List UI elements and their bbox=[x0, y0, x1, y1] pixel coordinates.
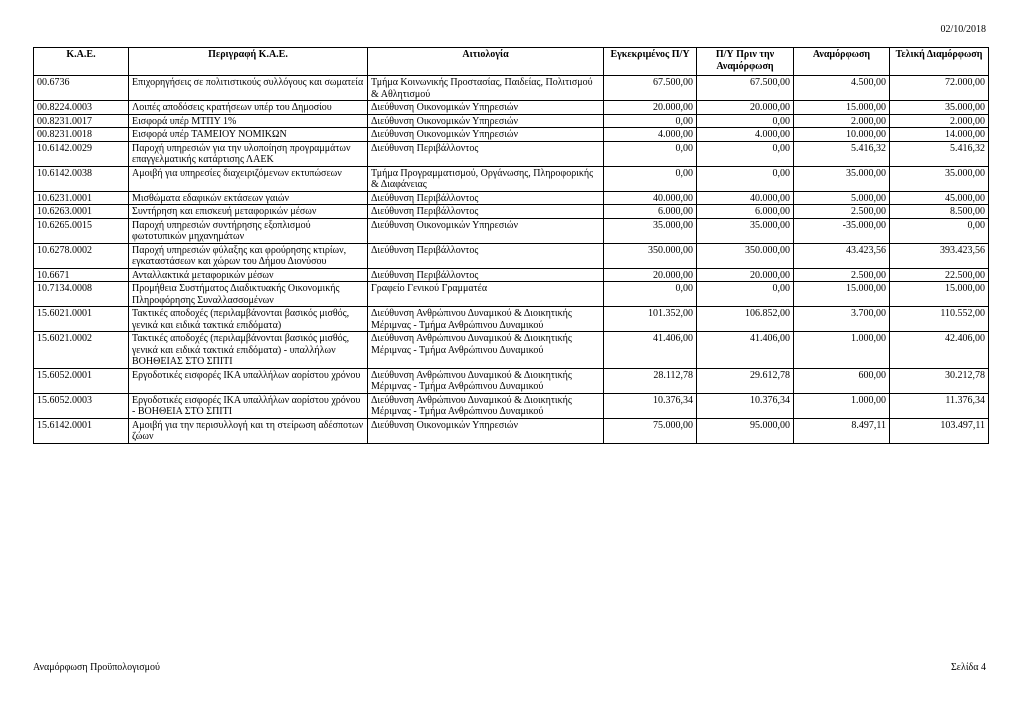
budget-before-cell: 0,00 bbox=[697, 114, 794, 128]
description-cell: Παροχή υπηρεσιών συντήρησης εξοπλισμού φωτοτυπικών μηχανημάτων bbox=[129, 218, 368, 243]
document-date: 02/10/2018 bbox=[940, 24, 986, 35]
justification-cell: Διεύθυνση Περιβάλλοντος bbox=[368, 191, 604, 205]
amendment-cell: 15.000,00 bbox=[794, 282, 890, 307]
approved-budget-cell: 20.000,00 bbox=[604, 268, 697, 282]
justification-cell: Διεύθυνση Ανθρώπινου Δυναμικού & Διοικητικής Μέριμνας - Τμήμα Ανθρώπινου Δυναμικού bbox=[368, 368, 604, 393]
amendment-cell: 2.000,00 bbox=[794, 114, 890, 128]
table-row bbox=[34, 332, 989, 369]
table-row bbox=[34, 282, 989, 307]
justification-cell: Διεύθυνση Οικονομικών Υπηρεσιών bbox=[368, 128, 604, 142]
amendment-cell: 5.416,32 bbox=[794, 141, 890, 166]
page-number: Σελίδα 4 bbox=[950, 662, 986, 673]
kae-code-cell: 10.6263.0001 bbox=[34, 205, 129, 219]
amendment-cell: 3.700,00 bbox=[794, 307, 890, 332]
table-body bbox=[34, 76, 989, 444]
approved-budget-cell: 67.500,00 bbox=[604, 76, 697, 101]
budget-before-cell: 10.376,34 bbox=[697, 393, 794, 418]
approved-budget-cell: 0,00 bbox=[604, 282, 697, 307]
description-cell: Αμοιβή για την περισυλλογή και τη στείρωση αδέσποτων ζώων bbox=[129, 418, 368, 443]
kae-code-cell: 15.6052.0003 bbox=[34, 393, 129, 418]
description-cell: Επιχορηγήσεις σε πολιτιστικούς συλλόγους και σωματεία bbox=[129, 76, 368, 101]
final-budget-cell: 2.000,00 bbox=[890, 114, 989, 128]
final-budget-cell: 103.497,11 bbox=[890, 418, 989, 443]
budget-before-cell: 350.000,00 bbox=[697, 243, 794, 268]
table-row bbox=[34, 141, 989, 166]
kae-code-cell: 10.6278.0002 bbox=[34, 243, 129, 268]
final-budget-cell: 42.406,00 bbox=[890, 332, 989, 369]
description-cell: Παροχή υπηρεσιών φύλαξης και φρούρησης κτιρίων, εγκαταστάσεων και χώρων του Δήμου Διονύσου bbox=[129, 243, 368, 268]
kae-code-cell: 15.6142.0001 bbox=[34, 418, 129, 443]
table-header-row bbox=[34, 48, 989, 76]
approved-budget-cell: 4.000,00 bbox=[604, 128, 697, 142]
final-budget-cell: 15.000,00 bbox=[890, 282, 989, 307]
budget-before-cell: 95.000,00 bbox=[697, 418, 794, 443]
final-budget-cell: 72.000,00 bbox=[890, 76, 989, 101]
approved-budget-cell: 75.000,00 bbox=[604, 418, 697, 443]
justification-cell: Διεύθυνση Οικονομικών Υπηρεσιών bbox=[368, 114, 604, 128]
budget-before-cell: 0,00 bbox=[697, 141, 794, 166]
amendment-cell: 8.497,11 bbox=[794, 418, 890, 443]
kae-code-cell: 10.6265.0015 bbox=[34, 218, 129, 243]
table-row bbox=[34, 268, 989, 282]
description-cell: Εργοδοτικές εισφορές ΙΚΑ υπαλλήλων αορίστου χρόνου - ΒΟΗΘΕΙΑ ΣΤΟ ΣΠΙΤΙ bbox=[129, 393, 368, 418]
approved-budget-cell: 350.000,00 bbox=[604, 243, 697, 268]
kae-code-cell: 10.6142.0038 bbox=[34, 166, 129, 191]
description-cell: Ανταλλακτικά μεταφορικών μέσων bbox=[129, 268, 368, 282]
justification-cell: Διεύθυνση Οικονομικών Υπηρεσιών bbox=[368, 101, 604, 115]
budget-before-cell: 35.000,00 bbox=[697, 218, 794, 243]
amendment-cell: 1.000,00 bbox=[794, 332, 890, 369]
amendment-cell: 5.000,00 bbox=[794, 191, 890, 205]
budget-before-cell: 4.000,00 bbox=[697, 128, 794, 142]
budget-before-cell: 67.500,00 bbox=[697, 76, 794, 101]
description-cell: Προμήθεια Συστήματος Διαδικτυακής Οικονομικής Πληροφόρησης Συναλλασσομένων bbox=[129, 282, 368, 307]
final-budget-cell: 110.552,00 bbox=[890, 307, 989, 332]
description-cell: Συντήρηση και επισκευή μεταφορικών μέσων bbox=[129, 205, 368, 219]
final-budget-cell: 30.212,78 bbox=[890, 368, 989, 393]
justification-cell: Γραφείο Γενικού Γραμματέα bbox=[368, 282, 604, 307]
budget-before-cell: 20.000,00 bbox=[697, 268, 794, 282]
final-budget-cell: 5.416,32 bbox=[890, 141, 989, 166]
budget-table bbox=[33, 47, 989, 444]
approved-budget-cell: 0,00 bbox=[604, 141, 697, 166]
kae-code-cell: 10.7134.0008 bbox=[34, 282, 129, 307]
description-cell: Λοιπές αποδόσεις κρατήσεων υπέρ του Δημοσίου bbox=[129, 101, 368, 115]
justification-cell: Διεύθυνση Ανθρώπινου Δυναμικού & Διοικητικής Μέριμνας - Τμήμα Ανθρώπινου Δυναμικού bbox=[368, 307, 604, 332]
final-budget-cell: 0,00 bbox=[890, 218, 989, 243]
approved-budget-cell: 41.406,00 bbox=[604, 332, 697, 369]
amendment-cell: 4.500,00 bbox=[794, 76, 890, 101]
approved-budget-cell: 101.352,00 bbox=[604, 307, 697, 332]
amendment-cell: 2.500,00 bbox=[794, 205, 890, 219]
final-budget-cell: 35.000,00 bbox=[890, 101, 989, 115]
table-row bbox=[34, 218, 989, 243]
final-budget-cell: 8.500,00 bbox=[890, 205, 989, 219]
table-row bbox=[34, 191, 989, 205]
table-row bbox=[34, 114, 989, 128]
budget-before-cell: 0,00 bbox=[697, 166, 794, 191]
budget-before-cell: 0,00 bbox=[697, 282, 794, 307]
column-header-final: Τελική Διαμόρφωση bbox=[890, 48, 989, 76]
table-row bbox=[34, 166, 989, 191]
kae-code-cell: 15.6021.0001 bbox=[34, 307, 129, 332]
approved-budget-cell: 0,00 bbox=[604, 166, 697, 191]
description-cell: Εισφορά υπέρ ΜΤΠΥ 1% bbox=[129, 114, 368, 128]
kae-code-cell: 15.6052.0001 bbox=[34, 368, 129, 393]
kae-code-cell: 00.8231.0018 bbox=[34, 128, 129, 142]
approved-budget-cell: 0,00 bbox=[604, 114, 697, 128]
justification-cell: Διεύθυνση Περιβάλλοντος bbox=[368, 243, 604, 268]
kae-code-cell: 00.8224.0003 bbox=[34, 101, 129, 115]
kae-code-cell: 10.6142.0029 bbox=[34, 141, 129, 166]
approved-budget-cell: 10.376,34 bbox=[604, 393, 697, 418]
justification-cell: Διεύθυνση Οικονομικών Υπηρεσιών bbox=[368, 218, 604, 243]
description-cell: Εισφορά υπέρ ΤΑΜΕΙΟΥ ΝΟΜΙΚΩΝ bbox=[129, 128, 368, 142]
amendment-cell: 35.000,00 bbox=[794, 166, 890, 191]
approved-budget-cell: 40.000,00 bbox=[604, 191, 697, 205]
justification-cell: Τμήμα Κοινωνικής Προστασίας, Παιδείας, Πολιτισμού & Αθλητισμού bbox=[368, 76, 604, 101]
kae-code-cell: 10.6231.0001 bbox=[34, 191, 129, 205]
approved-budget-cell: 6.000,00 bbox=[604, 205, 697, 219]
table-row bbox=[34, 128, 989, 142]
table-row bbox=[34, 418, 989, 443]
description-cell: Παροχή υπηρεσιών για την υλοποίηση προγραμμάτων επαγγελματικής κατάρτισης ΛΑΕΚ bbox=[129, 141, 368, 166]
kae-code-cell: 15.6021.0002 bbox=[34, 332, 129, 369]
table-row bbox=[34, 368, 989, 393]
final-budget-cell: 35.000,00 bbox=[890, 166, 989, 191]
budget-before-cell: 41.406,00 bbox=[697, 332, 794, 369]
final-budget-cell: 393.423,56 bbox=[890, 243, 989, 268]
budget-before-cell: 6.000,00 bbox=[697, 205, 794, 219]
kae-code-cell: 00.8231.0017 bbox=[34, 114, 129, 128]
table-row bbox=[34, 243, 989, 268]
description-cell: Μισθώματα εδαφικών εκτάσεων γαιών bbox=[129, 191, 368, 205]
column-header-description: Περιγραφή Κ.Α.Ε. bbox=[129, 48, 368, 76]
amendment-cell: 15.000,00 bbox=[794, 101, 890, 115]
column-header-justification: Αιτιολογία bbox=[368, 48, 604, 76]
budget-before-cell: 106.852,00 bbox=[697, 307, 794, 332]
amendment-cell: 10.000,00 bbox=[794, 128, 890, 142]
budget-before-cell: 40.000,00 bbox=[697, 191, 794, 205]
description-cell: Τακτικές αποδοχές (περιλαμβάνονται βασικός μισθός, γενικά και ειδικά τακτικά επιδόματα) bbox=[129, 307, 368, 332]
footer-title: Αναμόρφωση Προϋπολογισμού bbox=[33, 662, 160, 673]
final-budget-cell: 45.000,00 bbox=[890, 191, 989, 205]
column-header-approved-budget: Εγκεκριμένος Π/Υ bbox=[604, 48, 697, 76]
amendment-cell: 600,00 bbox=[794, 368, 890, 393]
final-budget-cell: 11.376,34 bbox=[890, 393, 989, 418]
justification-cell: Διεύθυνση Περιβάλλοντος bbox=[368, 141, 604, 166]
description-cell: Αμοιβή για υπηρεσίες διαχειριζόμενων εκτυπώσεων bbox=[129, 166, 368, 191]
column-header-budget-before: Π/Υ Πριν την Αναμόρφωση bbox=[697, 48, 794, 76]
description-cell: Τακτικές αποδοχές (περιλαμβάνονται βασικός μισθός, γενικά και ειδικά τακτικά επιδόματα) - υπαλλήλων ΒΟΗΘΕΙΑΣ ΣΤΟ ΣΠΙΤΙ bbox=[129, 332, 368, 369]
table-row bbox=[34, 101, 989, 115]
justification-cell: Διεύθυνση Περιβάλλοντος bbox=[368, 268, 604, 282]
kae-code-cell: 10.6671 bbox=[34, 268, 129, 282]
approved-budget-cell: 20.000,00 bbox=[604, 101, 697, 115]
amendment-cell: 2.500,00 bbox=[794, 268, 890, 282]
justification-cell: Διεύθυνση Ανθρώπινου Δυναμικού & Διοικητικής Μέριμνας - Τμήμα Ανθρώπινου Δυναμικού bbox=[368, 332, 604, 369]
justification-cell: Διεύθυνση Περιβάλλοντος bbox=[368, 205, 604, 219]
table-row bbox=[34, 393, 989, 418]
table-row bbox=[34, 307, 989, 332]
amendment-cell: 1.000,00 bbox=[794, 393, 890, 418]
final-budget-cell: 22.500,00 bbox=[890, 268, 989, 282]
table-row bbox=[34, 205, 989, 219]
column-header-kae: Κ.Α.Ε. bbox=[34, 48, 129, 76]
amendment-cell: 43.423,56 bbox=[794, 243, 890, 268]
budget-before-cell: 29.612,78 bbox=[697, 368, 794, 393]
final-budget-cell: 14.000,00 bbox=[890, 128, 989, 142]
description-cell: Εργοδοτικές εισφορές ΙΚΑ υπαλλήλων αορίστου χρόνου bbox=[129, 368, 368, 393]
amendment-cell: -35.000,00 bbox=[794, 218, 890, 243]
budget-before-cell: 20.000,00 bbox=[697, 101, 794, 115]
justification-cell: Τμήμα Προγραμματισμού, Οργάνωσης, Πληροφορικής & Διαφάνειας bbox=[368, 166, 604, 191]
approved-budget-cell: 28.112,78 bbox=[604, 368, 697, 393]
justification-cell: Διεύθυνση Οικονομικών Υπηρεσιών bbox=[368, 418, 604, 443]
justification-cell: Διεύθυνση Ανθρώπινου Δυναμικού & Διοικητικής Μέριμνας - Τμήμα Ανθρώπινου Δυναμικού bbox=[368, 393, 604, 418]
column-header-amendment: Αναμόρφωση bbox=[794, 48, 890, 76]
kae-code-cell: 00.6736 bbox=[34, 76, 129, 101]
approved-budget-cell: 35.000,00 bbox=[604, 218, 697, 243]
table-row bbox=[34, 76, 989, 101]
